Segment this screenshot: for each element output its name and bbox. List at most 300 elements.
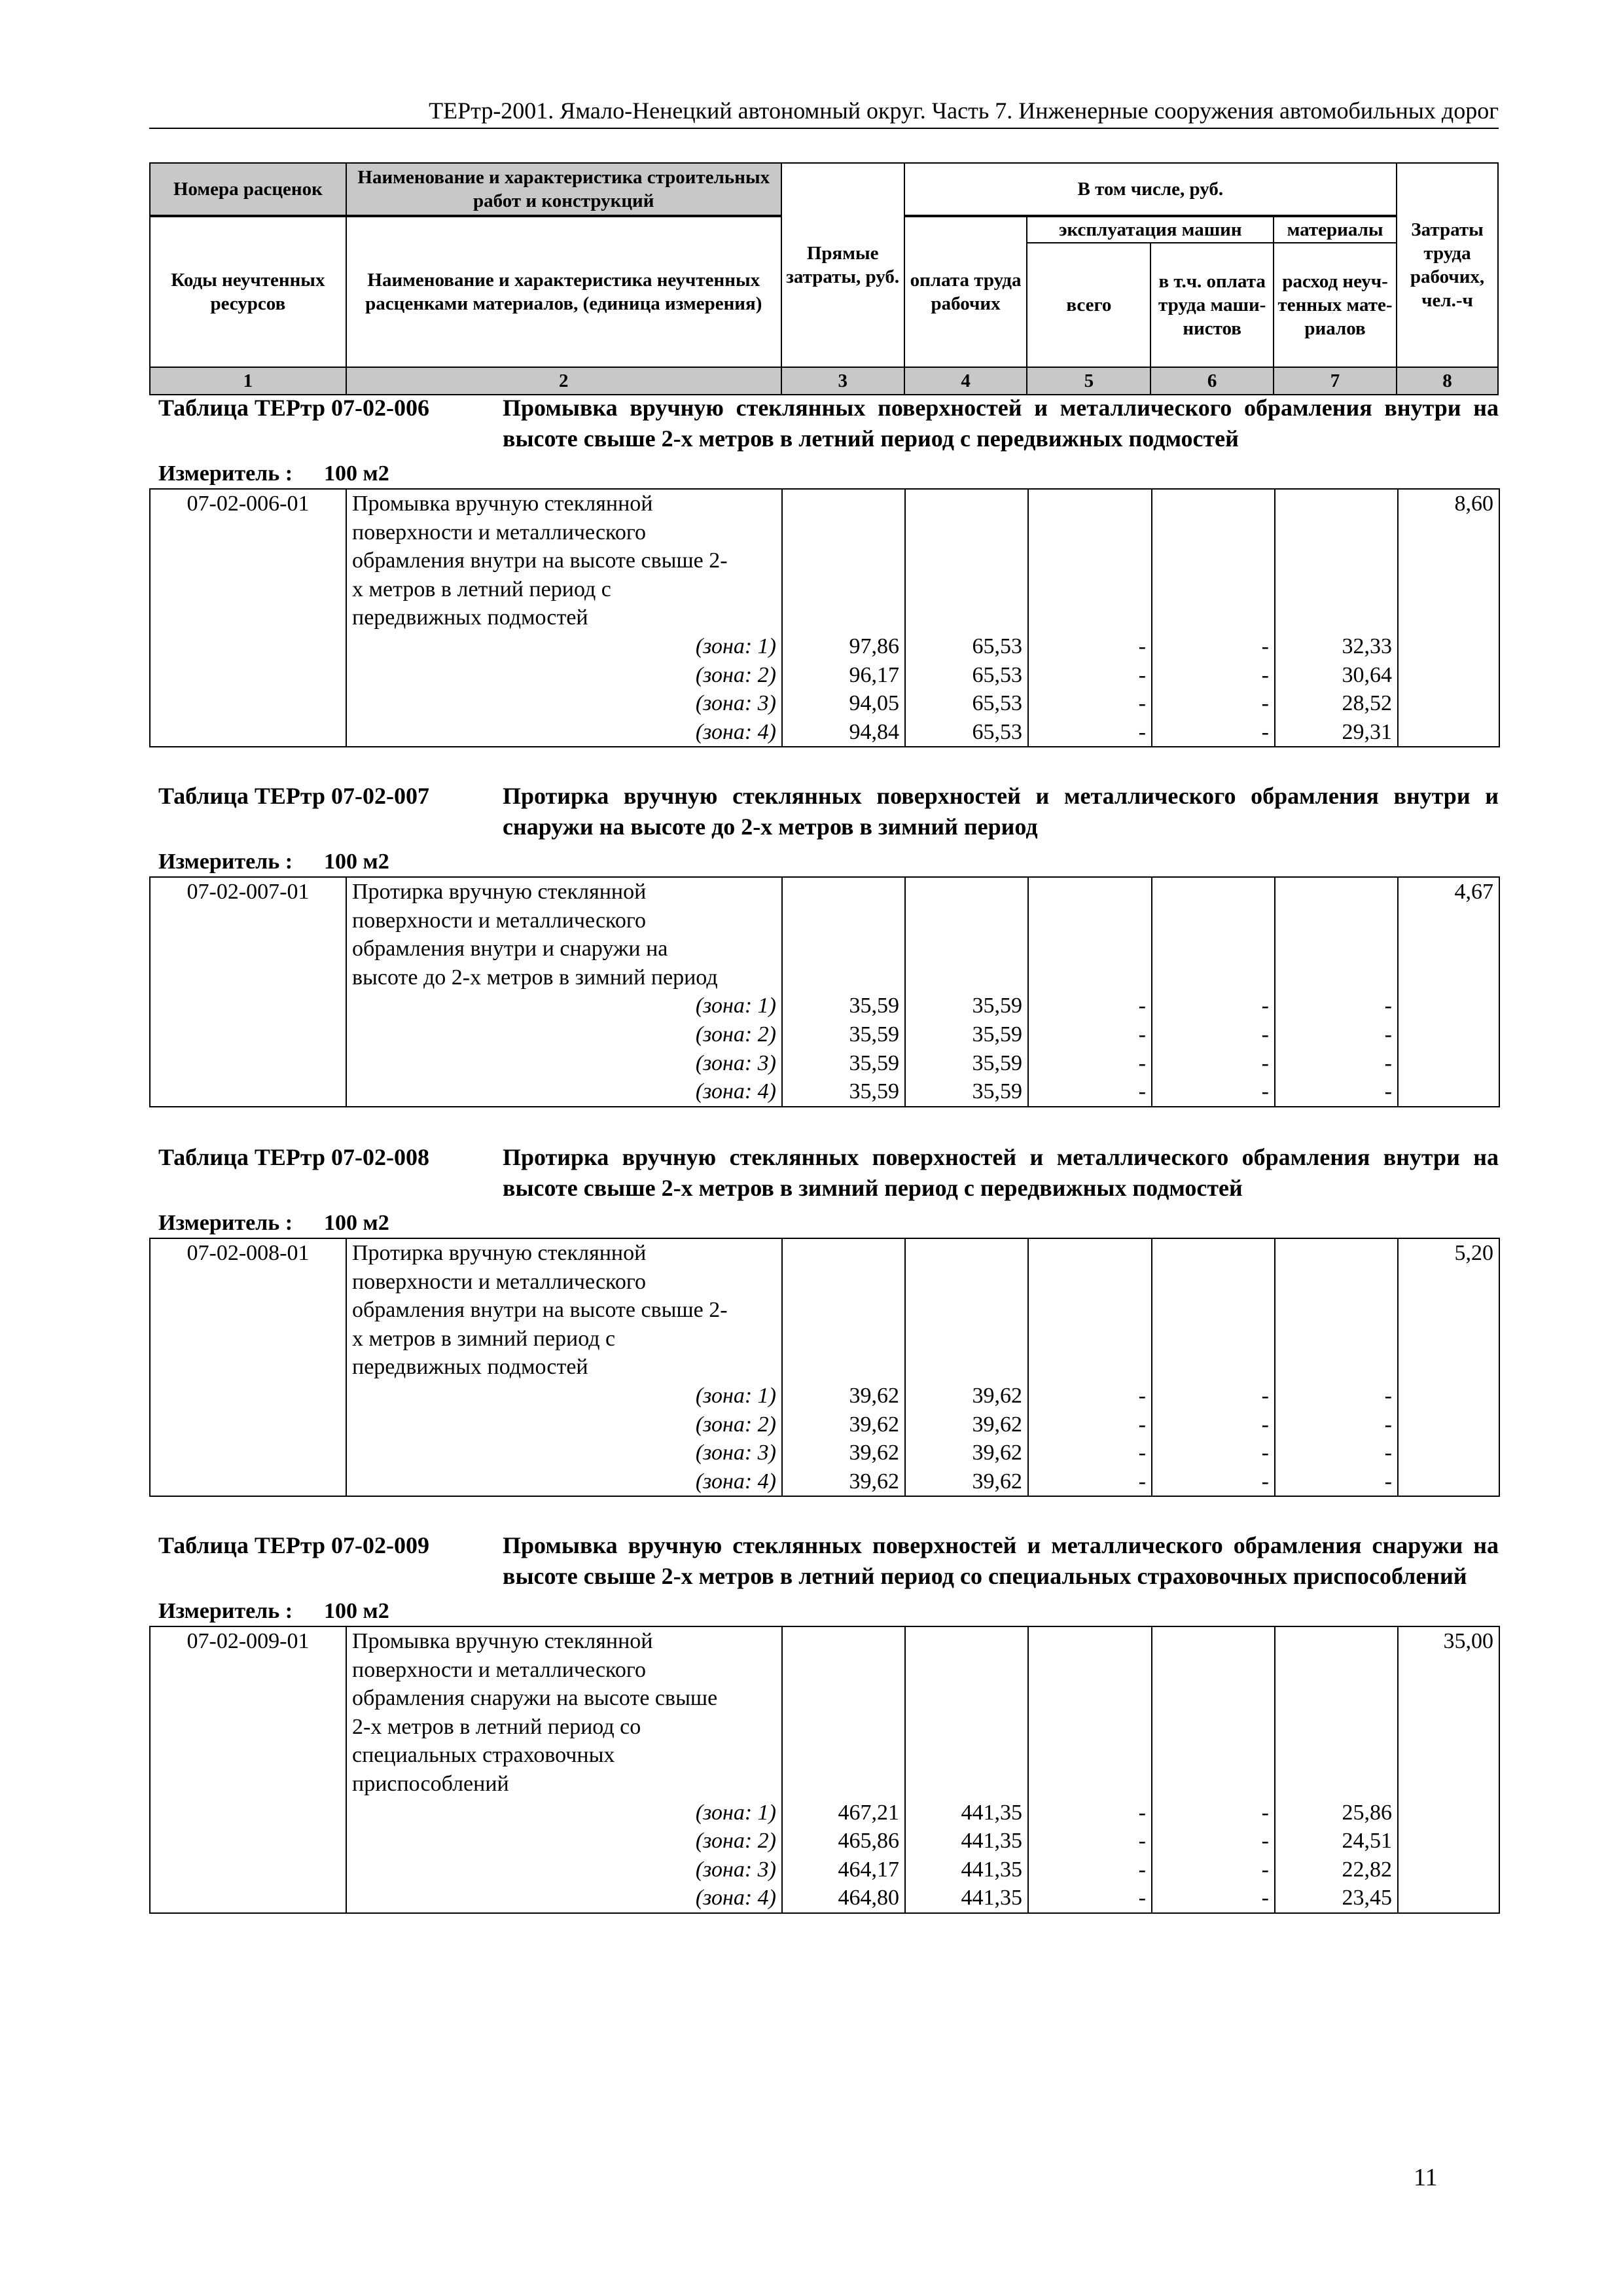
empty-cell xyxy=(782,1684,905,1713)
labor-costs-value xyxy=(1398,603,1499,632)
zone-label: (зона: 4) xyxy=(346,1467,782,1497)
rate-table xyxy=(149,1238,1500,1497)
rate-description-line: х метров в летний период с xyxy=(346,575,782,604)
empty-cell xyxy=(1275,963,1398,992)
table-row xyxy=(150,1238,1499,1268)
labor-costs-value xyxy=(1398,1077,1499,1107)
labor-costs-value xyxy=(1398,1268,1499,1297)
table-row xyxy=(150,575,1499,604)
measure-label: Измеритель : xyxy=(158,1211,293,1235)
measure-value: 100 м2 xyxy=(324,1599,389,1623)
direct-costs-value: 35,59 xyxy=(782,1049,905,1078)
labor-costs-value xyxy=(1398,1325,1499,1354)
labor-costs-value: 8,60 xyxy=(1398,489,1499,518)
machine-total-value: - xyxy=(1028,632,1152,661)
labor-costs-value xyxy=(1398,1020,1499,1049)
empty-cell xyxy=(1275,1353,1398,1382)
empty-cell xyxy=(1028,1353,1152,1382)
labor-costs-value xyxy=(1398,718,1499,747)
rate-description-line: высоте до 2-х метров в зимний период xyxy=(346,963,782,992)
table-row xyxy=(150,963,1499,992)
rate-code xyxy=(150,1713,346,1742)
rate-code: 07-02-009-01 xyxy=(150,1626,346,1656)
labor-costs-value xyxy=(1398,518,1499,547)
table-row xyxy=(150,992,1499,1020)
rate-code xyxy=(150,1741,346,1770)
empty-cell xyxy=(782,1713,905,1742)
labor-costs-value: 35,00 xyxy=(1398,1626,1499,1656)
machinist-pay-value: - xyxy=(1152,1439,1275,1467)
empty-cell xyxy=(1275,1684,1398,1713)
table-row xyxy=(150,1410,1499,1439)
rate-code xyxy=(150,1799,346,1827)
page-number: 11 xyxy=(1414,2164,1438,2191)
empty-cell xyxy=(1275,489,1398,518)
zone-label: (зона: 4) xyxy=(346,1077,782,1107)
table-row xyxy=(150,603,1499,632)
labor-costs-value xyxy=(1398,1799,1499,1827)
direct-costs-value: 97,86 xyxy=(782,632,905,661)
col-unaccounted-materials: расход неуч-тенных мате-риалов xyxy=(1274,243,1397,367)
direct-costs-value: 94,05 xyxy=(782,689,905,718)
labor-costs-value xyxy=(1398,1439,1499,1467)
running-header: ТЕРтр-2001. Ямало-Ненецкий автономный округ. Часть 7. Инженерные сооружения автомобильных дорог xyxy=(149,95,1499,129)
labor-costs-value xyxy=(1398,1467,1499,1497)
empty-cell xyxy=(905,1770,1028,1799)
rate-code xyxy=(150,518,346,547)
machinist-pay-value: - xyxy=(1152,1382,1275,1410)
measure-unit xyxy=(149,848,1499,876)
col-labor-costs: Затраты труда рабочих, чел.-ч xyxy=(1397,163,1498,367)
empty-cell xyxy=(782,877,905,906)
machine-total-value: - xyxy=(1028,661,1152,690)
empty-cell xyxy=(1152,1296,1275,1325)
machinist-pay-value: - xyxy=(1152,661,1275,690)
rate-code xyxy=(150,575,346,604)
empty-cell xyxy=(905,1626,1028,1656)
empty-cell xyxy=(1152,1741,1275,1770)
table-row xyxy=(150,1884,1499,1913)
rate-description-line: обрамления снаружи на высоте свыше xyxy=(346,1684,782,1713)
rate-code xyxy=(150,1296,346,1325)
col-incl-rub: В том числе, руб. xyxy=(904,163,1397,215)
table-row xyxy=(150,1077,1499,1107)
labor-costs-value xyxy=(1398,992,1499,1020)
machine-total-value: - xyxy=(1028,1856,1152,1884)
empty-cell xyxy=(782,1296,905,1325)
direct-costs-value: 39,62 xyxy=(782,1410,905,1439)
table-row xyxy=(150,1439,1499,1467)
labor-pay-value: 39,62 xyxy=(905,1439,1028,1467)
machine-total-value: - xyxy=(1028,1467,1152,1497)
empty-cell xyxy=(905,1296,1028,1325)
machine-total-value: - xyxy=(1028,1439,1152,1467)
rate-description-line: Промывка вручную стеклянной xyxy=(346,489,782,518)
direct-costs-value: 464,80 xyxy=(782,1884,905,1913)
machine-total-value: - xyxy=(1028,1410,1152,1439)
labor-pay-value: 39,62 xyxy=(905,1410,1028,1439)
empty-cell xyxy=(782,1741,905,1770)
rate-description-line: обрамления внутри на высоте свыше 2- xyxy=(346,547,782,575)
labor-costs-value xyxy=(1398,1382,1499,1410)
machine-total-value: - xyxy=(1028,1884,1152,1913)
measure-label: Измеритель : xyxy=(158,461,293,486)
machinist-pay-value: - xyxy=(1152,689,1275,718)
col-number: 2 xyxy=(346,367,781,395)
col-direct-costs: Прямые затраты, руб. xyxy=(781,163,904,367)
machinist-pay-value: - xyxy=(1152,1799,1275,1827)
empty-cell xyxy=(1275,603,1398,632)
empty-cell xyxy=(782,1325,905,1354)
rate-code xyxy=(150,1884,346,1913)
rate-code xyxy=(150,1770,346,1799)
machine-total-value: - xyxy=(1028,1077,1152,1107)
empty-cell xyxy=(1028,547,1152,575)
zone-label: (зона: 2) xyxy=(346,1827,782,1856)
empty-cell xyxy=(1028,1713,1152,1742)
empty-cell xyxy=(1152,1684,1275,1713)
table-title: Промывка вручную стеклянных поверхностей и металлического обрамления внутри на высоте свыше 2-х метров в летний период с передвижных подмостей xyxy=(503,395,1499,452)
direct-costs-value: 39,62 xyxy=(782,1382,905,1410)
zone-label: (зона: 3) xyxy=(346,1439,782,1467)
labor-costs-value xyxy=(1398,1410,1499,1439)
table-row xyxy=(150,1020,1499,1049)
machine-total-value: - xyxy=(1028,1049,1152,1078)
machinist-pay-value: - xyxy=(1152,1410,1275,1439)
col-rate-numbers: Номера расценок xyxy=(150,163,346,215)
col-number: 7 xyxy=(1274,367,1397,395)
table-row xyxy=(150,1656,1499,1685)
empty-cell xyxy=(905,906,1028,935)
empty-cell xyxy=(905,547,1028,575)
machine-total-value: - xyxy=(1028,718,1152,747)
empty-cell xyxy=(782,963,905,992)
rate-code xyxy=(150,718,346,747)
measure-value: 100 м2 xyxy=(324,1211,389,1235)
empty-cell xyxy=(905,1325,1028,1354)
labor-pay-value: 35,59 xyxy=(905,1077,1028,1107)
empty-cell xyxy=(1152,935,1275,963)
labor-costs-value: 5,20 xyxy=(1398,1238,1499,1268)
empty-cell xyxy=(1275,877,1398,906)
zone-label: (зона: 4) xyxy=(346,1884,782,1913)
labor-pay-value: 35,59 xyxy=(905,1049,1028,1078)
empty-cell xyxy=(905,935,1028,963)
empty-cell xyxy=(1152,1238,1275,1268)
table-row xyxy=(150,489,1499,518)
table-row xyxy=(150,661,1499,690)
col-labor-pay: оплата труда рабочих xyxy=(904,217,1027,367)
direct-costs-value: 465,86 xyxy=(782,1827,905,1856)
col-materials: материалы xyxy=(1274,217,1397,243)
empty-cell xyxy=(1275,1741,1398,1770)
machinist-pay-value: - xyxy=(1152,1020,1275,1049)
rate-description-line: 2-х метров в летний период со xyxy=(346,1713,782,1742)
empty-cell xyxy=(1152,1656,1275,1685)
table-row xyxy=(150,1827,1499,1856)
table-title: Протирка вручную стеклянных поверхностей и металлического обрамления внутри на высоте свыше 2-х метров в зимний период с передвижных подмостей xyxy=(503,1144,1499,1201)
empty-cell xyxy=(905,1741,1028,1770)
empty-cell xyxy=(1275,1325,1398,1354)
table-code: Таблица ТЕРтр 07-02-006 xyxy=(158,395,430,421)
labor-costs-value xyxy=(1398,1884,1499,1913)
empty-cell xyxy=(1028,603,1152,632)
labor-costs-value xyxy=(1398,547,1499,575)
empty-cell xyxy=(905,489,1028,518)
column-header-table xyxy=(149,162,1499,395)
labor-pay-value: 441,35 xyxy=(905,1884,1028,1913)
rate-code xyxy=(150,1020,346,1049)
rate-code xyxy=(150,992,346,1020)
labor-costs-value xyxy=(1398,906,1499,935)
labor-pay-value: 441,35 xyxy=(905,1827,1028,1856)
materials-value: - xyxy=(1275,1020,1398,1049)
labor-costs-value xyxy=(1398,1296,1499,1325)
empty-cell xyxy=(1152,963,1275,992)
labor-pay-value: 65,53 xyxy=(905,632,1028,661)
table-code: Таблица ТЕРтр 07-02-009 xyxy=(158,1532,430,1558)
empty-cell xyxy=(1152,1770,1275,1799)
empty-cell xyxy=(905,1268,1028,1297)
materials-value: - xyxy=(1275,1077,1398,1107)
rate-description-line: поверхности и металлического xyxy=(346,1268,782,1297)
direct-costs-value: 35,59 xyxy=(782,1020,905,1049)
materials-value: - xyxy=(1275,1382,1398,1410)
col-resource-codes: Коды неучтенных ресурсов xyxy=(150,217,346,367)
empty-cell xyxy=(1275,1238,1398,1268)
empty-cell xyxy=(1152,1268,1275,1297)
table-row xyxy=(150,1741,1499,1770)
table-row xyxy=(150,1856,1499,1884)
rate-code xyxy=(150,547,346,575)
empty-cell xyxy=(782,1770,905,1799)
empty-cell xyxy=(782,603,905,632)
table-title: Протирка вручную стеклянных поверхностей и металлического обрамления внутри и снаружи на высоте до 2-х метров в зимний период xyxy=(503,783,1499,840)
rate-code xyxy=(150,632,346,661)
col-machinist-pay: в т.ч. оплата труда маши-нистов xyxy=(1150,243,1274,367)
empty-cell xyxy=(1028,1684,1152,1713)
empty-cell xyxy=(905,1353,1028,1382)
col-number: 4 xyxy=(904,367,1027,395)
empty-cell xyxy=(782,518,905,547)
zone-label: (зона: 2) xyxy=(346,1410,782,1439)
rate-code xyxy=(150,661,346,690)
machine-total-value: - xyxy=(1028,1382,1152,1410)
table-row xyxy=(150,906,1499,935)
empty-cell xyxy=(782,935,905,963)
labor-pay-value: 39,62 xyxy=(905,1382,1028,1410)
section-title xyxy=(149,1530,1499,1592)
materials-value: 29,31 xyxy=(1275,718,1398,747)
rate-description-line: х метров в зимний период с xyxy=(346,1325,782,1354)
col-number: 6 xyxy=(1150,367,1274,395)
table-row xyxy=(150,877,1499,906)
rate-code: 07-02-007-01 xyxy=(150,877,346,906)
empty-cell xyxy=(1152,1626,1275,1656)
direct-costs-value: 467,21 xyxy=(782,1799,905,1827)
rate-table xyxy=(149,488,1500,747)
direct-costs-value: 464,17 xyxy=(782,1856,905,1884)
labor-pay-value: 39,62 xyxy=(905,1467,1028,1497)
machinist-pay-value: - xyxy=(1152,718,1275,747)
empty-cell xyxy=(905,963,1028,992)
empty-cell xyxy=(1275,1656,1398,1685)
rate-code xyxy=(150,963,346,992)
empty-cell xyxy=(1152,575,1275,604)
empty-cell xyxy=(782,1626,905,1656)
rate-description-line: поверхности и металлического xyxy=(346,906,782,935)
empty-cell xyxy=(1275,575,1398,604)
labor-costs-value xyxy=(1398,1770,1499,1799)
empty-cell xyxy=(1152,1353,1275,1382)
zone-label: (зона: 1) xyxy=(346,632,782,661)
labor-costs-value xyxy=(1398,1713,1499,1742)
col-number: 5 xyxy=(1027,367,1150,395)
measure-unit xyxy=(149,1597,1499,1626)
table-row xyxy=(150,1353,1499,1382)
direct-costs-value: 39,62 xyxy=(782,1467,905,1497)
empty-cell xyxy=(782,1656,905,1685)
labor-costs-value: 4,67 xyxy=(1398,877,1499,906)
empty-cell xyxy=(1275,1296,1398,1325)
empty-cell xyxy=(905,1238,1028,1268)
materials-value: 23,45 xyxy=(1275,1884,1398,1913)
rate-table-section xyxy=(149,781,1499,1107)
empty-cell xyxy=(782,547,905,575)
rate-description-line: обрамления внутри и снаружи на xyxy=(346,935,782,963)
table-row xyxy=(150,1325,1499,1354)
empty-cell xyxy=(782,1353,905,1382)
zone-label: (зона: 1) xyxy=(346,1382,782,1410)
materials-value: 28,52 xyxy=(1275,689,1398,718)
table-title: Промывка вручную стеклянных поверхностей и металлического обрамления снаружи на высоте свыше 2-х метров в летний период со специальных страховочных приспособлений xyxy=(503,1532,1499,1589)
rate-code xyxy=(150,906,346,935)
table-row xyxy=(150,1296,1499,1325)
table-code: Таблица ТЕРтр 07-02-007 xyxy=(158,783,430,809)
machinist-pay-value: - xyxy=(1152,1856,1275,1884)
measure-unit xyxy=(149,1209,1499,1238)
materials-value: 24,51 xyxy=(1275,1827,1398,1856)
empty-cell xyxy=(1152,877,1275,906)
labor-costs-value xyxy=(1398,661,1499,690)
empty-cell xyxy=(1152,603,1275,632)
empty-cell xyxy=(782,489,905,518)
rate-code: 07-02-008-01 xyxy=(150,1238,346,1268)
measure-unit xyxy=(149,459,1499,488)
materials-value: - xyxy=(1275,1467,1398,1497)
measure-value: 100 м2 xyxy=(324,461,389,486)
zone-label: (зона: 3) xyxy=(346,689,782,718)
measure-value: 100 м2 xyxy=(324,850,389,874)
labor-costs-value xyxy=(1398,1049,1499,1078)
col-number: 3 xyxy=(781,367,904,395)
col-total: всего xyxy=(1027,243,1150,367)
empty-cell xyxy=(1028,518,1152,547)
empty-cell xyxy=(1028,1770,1152,1799)
machine-total-value: - xyxy=(1028,1799,1152,1827)
rate-code xyxy=(150,689,346,718)
labor-costs-value xyxy=(1398,1827,1499,1856)
section-title xyxy=(149,1142,1499,1204)
empty-cell xyxy=(1275,1626,1398,1656)
machinist-pay-value: - xyxy=(1152,992,1275,1020)
rate-code xyxy=(150,1077,346,1107)
empty-cell xyxy=(1028,1626,1152,1656)
empty-cell xyxy=(1028,963,1152,992)
empty-cell xyxy=(905,575,1028,604)
col-number: 8 xyxy=(1397,367,1498,395)
empty-cell xyxy=(905,603,1028,632)
empty-cell xyxy=(782,1238,905,1268)
machine-total-value: - xyxy=(1028,1827,1152,1856)
empty-cell xyxy=(1028,1656,1152,1685)
rate-description-line: Промывка вручную стеклянной xyxy=(346,1626,782,1656)
empty-cell xyxy=(905,518,1028,547)
zone-label: (зона: 4) xyxy=(346,718,782,747)
empty-cell xyxy=(1152,547,1275,575)
materials-value: - xyxy=(1275,1410,1398,1439)
labor-costs-value xyxy=(1398,935,1499,963)
section-title xyxy=(149,393,1499,454)
materials-value: - xyxy=(1275,992,1398,1020)
rate-code xyxy=(150,1353,346,1382)
labor-pay-value: 65,53 xyxy=(905,661,1028,690)
rate-code xyxy=(150,1049,346,1078)
table-row xyxy=(150,1713,1499,1742)
rate-code xyxy=(150,1439,346,1467)
rate-code xyxy=(150,1467,346,1497)
materials-value: 32,33 xyxy=(1275,632,1398,661)
rate-code xyxy=(150,1382,346,1410)
labor-pay-value: 35,59 xyxy=(905,992,1028,1020)
machine-total-value: - xyxy=(1028,689,1152,718)
table-row xyxy=(150,935,1499,963)
empty-cell xyxy=(1275,1268,1398,1297)
machinist-pay-value: - xyxy=(1152,632,1275,661)
empty-cell xyxy=(1275,935,1398,963)
table-row xyxy=(150,632,1499,661)
empty-cell xyxy=(1152,906,1275,935)
table-code: Таблица ТЕРтр 07-02-008 xyxy=(158,1144,430,1170)
machinist-pay-value: - xyxy=(1152,1827,1275,1856)
rate-table xyxy=(149,876,1500,1107)
section-title xyxy=(149,781,1499,842)
empty-cell xyxy=(782,906,905,935)
empty-cell xyxy=(1028,935,1152,963)
table-row xyxy=(150,1049,1499,1078)
direct-costs-value: 35,59 xyxy=(782,992,905,1020)
machinist-pay-value: - xyxy=(1152,1467,1275,1497)
empty-cell xyxy=(905,1656,1028,1685)
labor-pay-value: 65,53 xyxy=(905,718,1028,747)
labor-costs-value xyxy=(1398,1856,1499,1884)
rate-code: 07-02-006-01 xyxy=(150,489,346,518)
machinist-pay-value: - xyxy=(1152,1884,1275,1913)
rate-code xyxy=(150,1684,346,1713)
table-row xyxy=(150,1382,1499,1410)
table-row xyxy=(150,1770,1499,1799)
labor-pay-value: 441,35 xyxy=(905,1799,1028,1827)
materials-value: 30,64 xyxy=(1275,661,1398,690)
rate-code xyxy=(150,1410,346,1439)
table-row xyxy=(150,1626,1499,1656)
table-row xyxy=(150,547,1499,575)
rate-code xyxy=(150,935,346,963)
empty-cell xyxy=(1275,1713,1398,1742)
measure-label: Измеритель : xyxy=(158,1599,293,1623)
col-number: 1 xyxy=(150,367,346,395)
measure-label: Измеритель : xyxy=(158,850,293,874)
